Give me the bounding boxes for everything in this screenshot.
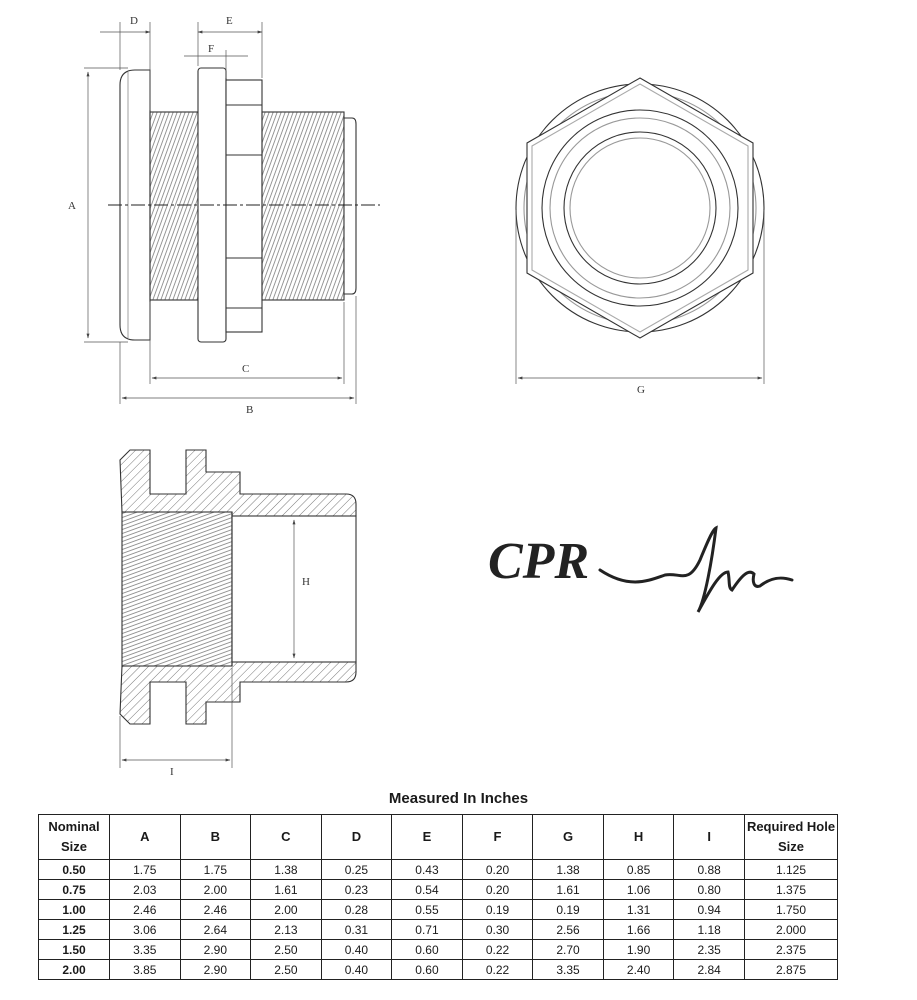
- table-cell: 0.22: [462, 940, 533, 960]
- table-cell: 0.40: [321, 960, 392, 980]
- table-cell: 2.90: [180, 960, 251, 980]
- table-cell: 1.90: [603, 940, 674, 960]
- table-cell: 2.50: [251, 940, 322, 960]
- header-e: E: [392, 815, 463, 860]
- table-cell: 1.38: [533, 860, 604, 880]
- table-cell: 1.06: [603, 880, 674, 900]
- nominal-size-cell: 1.25: [39, 920, 110, 940]
- front-view: [516, 78, 764, 338]
- dim-label-b: B: [246, 404, 254, 416]
- dim-label-h: H: [302, 576, 310, 588]
- table-cell: 1.75: [110, 860, 181, 880]
- header-a: A: [110, 815, 181, 860]
- header-f: F: [462, 815, 533, 860]
- table-cell: 2.64: [180, 920, 251, 940]
- table-cell: 2.875: [745, 960, 838, 980]
- table-row: [39, 940, 838, 960]
- header-d: D: [321, 815, 392, 860]
- table-cell: 0.85: [603, 860, 674, 880]
- table-cell: 0.43: [392, 860, 463, 880]
- table-cell: 2.46: [110, 900, 181, 920]
- dim-label-e: E: [226, 15, 233, 27]
- table-row: [39, 920, 838, 940]
- table-cell: 1.61: [533, 880, 604, 900]
- table-cell: 0.94: [674, 900, 745, 920]
- table-header-row: [39, 815, 838, 860]
- table-row: [39, 960, 838, 980]
- nominal-size-cell: 0.50: [39, 860, 110, 880]
- dim-label-d: D: [130, 15, 138, 27]
- side-view: [108, 68, 380, 342]
- table-cell: 2.70: [533, 940, 604, 960]
- table-cell: 1.18: [674, 920, 745, 940]
- nominal-size-cell: 0.75: [39, 880, 110, 900]
- nominal-size-cell: 2.00: [39, 960, 110, 980]
- header-b: B: [180, 815, 251, 860]
- table-cell: 0.30: [462, 920, 533, 940]
- logo-text: CPR: [488, 533, 590, 590]
- table-cell: 0.22: [462, 960, 533, 980]
- table-cell: 0.88: [674, 860, 745, 880]
- nominal-size-cell: 1.00: [39, 900, 110, 920]
- header-h: H: [603, 815, 674, 860]
- header-c: C: [251, 815, 322, 860]
- table-cell: 0.20: [462, 880, 533, 900]
- dim-label-g: G: [637, 384, 645, 396]
- table-cell: 0.71: [392, 920, 463, 940]
- table-cell: 2.35: [674, 940, 745, 960]
- table-cell: 1.375: [745, 880, 838, 900]
- table-cell: 2.00: [251, 900, 322, 920]
- table-row: [39, 900, 838, 920]
- section-view: [120, 450, 356, 724]
- table-cell: 1.38: [251, 860, 322, 880]
- dim-label-i: I: [170, 766, 174, 778]
- table-cell: 2.40: [603, 960, 674, 980]
- table-cell: 1.75: [180, 860, 251, 880]
- table-cell: 1.750: [745, 900, 838, 920]
- dim-label-c: C: [242, 363, 250, 375]
- header-i: I: [674, 815, 745, 860]
- table-row: [39, 880, 838, 900]
- table-cell: 3.35: [110, 940, 181, 960]
- table-cell: 2.50: [251, 960, 322, 980]
- table-cell: 2.56: [533, 920, 604, 940]
- table-cell: 1.61: [251, 880, 322, 900]
- nominal-size-cell: 1.50: [39, 940, 110, 960]
- table-cell: 0.60: [392, 960, 463, 980]
- table-cell: 2.84: [674, 960, 745, 980]
- table-row: [39, 860, 838, 880]
- table-cell: 0.23: [321, 880, 392, 900]
- table-cell: 0.31: [321, 920, 392, 940]
- header-nominal-size: Nominal Size: [39, 815, 110, 860]
- dim-label-a: A: [68, 200, 76, 212]
- table-cell: 2.46: [180, 900, 251, 920]
- table-cell: 0.25: [321, 860, 392, 880]
- table-cell: 0.28: [321, 900, 392, 920]
- header-g: G: [533, 815, 604, 860]
- table-cell: 0.54: [392, 880, 463, 900]
- table-cell: 2.13: [251, 920, 322, 940]
- header-required-hole-size: Required Hole Size: [745, 815, 838, 860]
- table-cell: 0.60: [392, 940, 463, 960]
- table-cell: 1.125: [745, 860, 838, 880]
- table-cell: 2.375: [745, 940, 838, 960]
- dim-label-f: F: [208, 43, 215, 55]
- table-cell: 2.90: [180, 940, 251, 960]
- table-cell: 2.000: [745, 920, 838, 940]
- cpr-logo: [488, 528, 792, 612]
- table-cell: 3.35: [533, 960, 604, 980]
- table-cell: 2.00: [180, 880, 251, 900]
- table-cell: 1.66: [603, 920, 674, 940]
- table-cell: 0.80: [674, 880, 745, 900]
- table-cell: 0.55: [392, 900, 463, 920]
- table-title: Measured In Inches: [388, 790, 529, 807]
- table-cell: 0.40: [321, 940, 392, 960]
- table-cell: 2.03: [110, 880, 181, 900]
- table-cell: 3.06: [110, 920, 181, 940]
- table-cell: 1.31: [603, 900, 674, 920]
- table-cell: 0.19: [533, 900, 604, 920]
- table-cell: 3.85: [110, 960, 181, 980]
- dimensions-table: [38, 814, 838, 980]
- table-cell: 0.20: [462, 860, 533, 880]
- table-cell: 0.19: [462, 900, 533, 920]
